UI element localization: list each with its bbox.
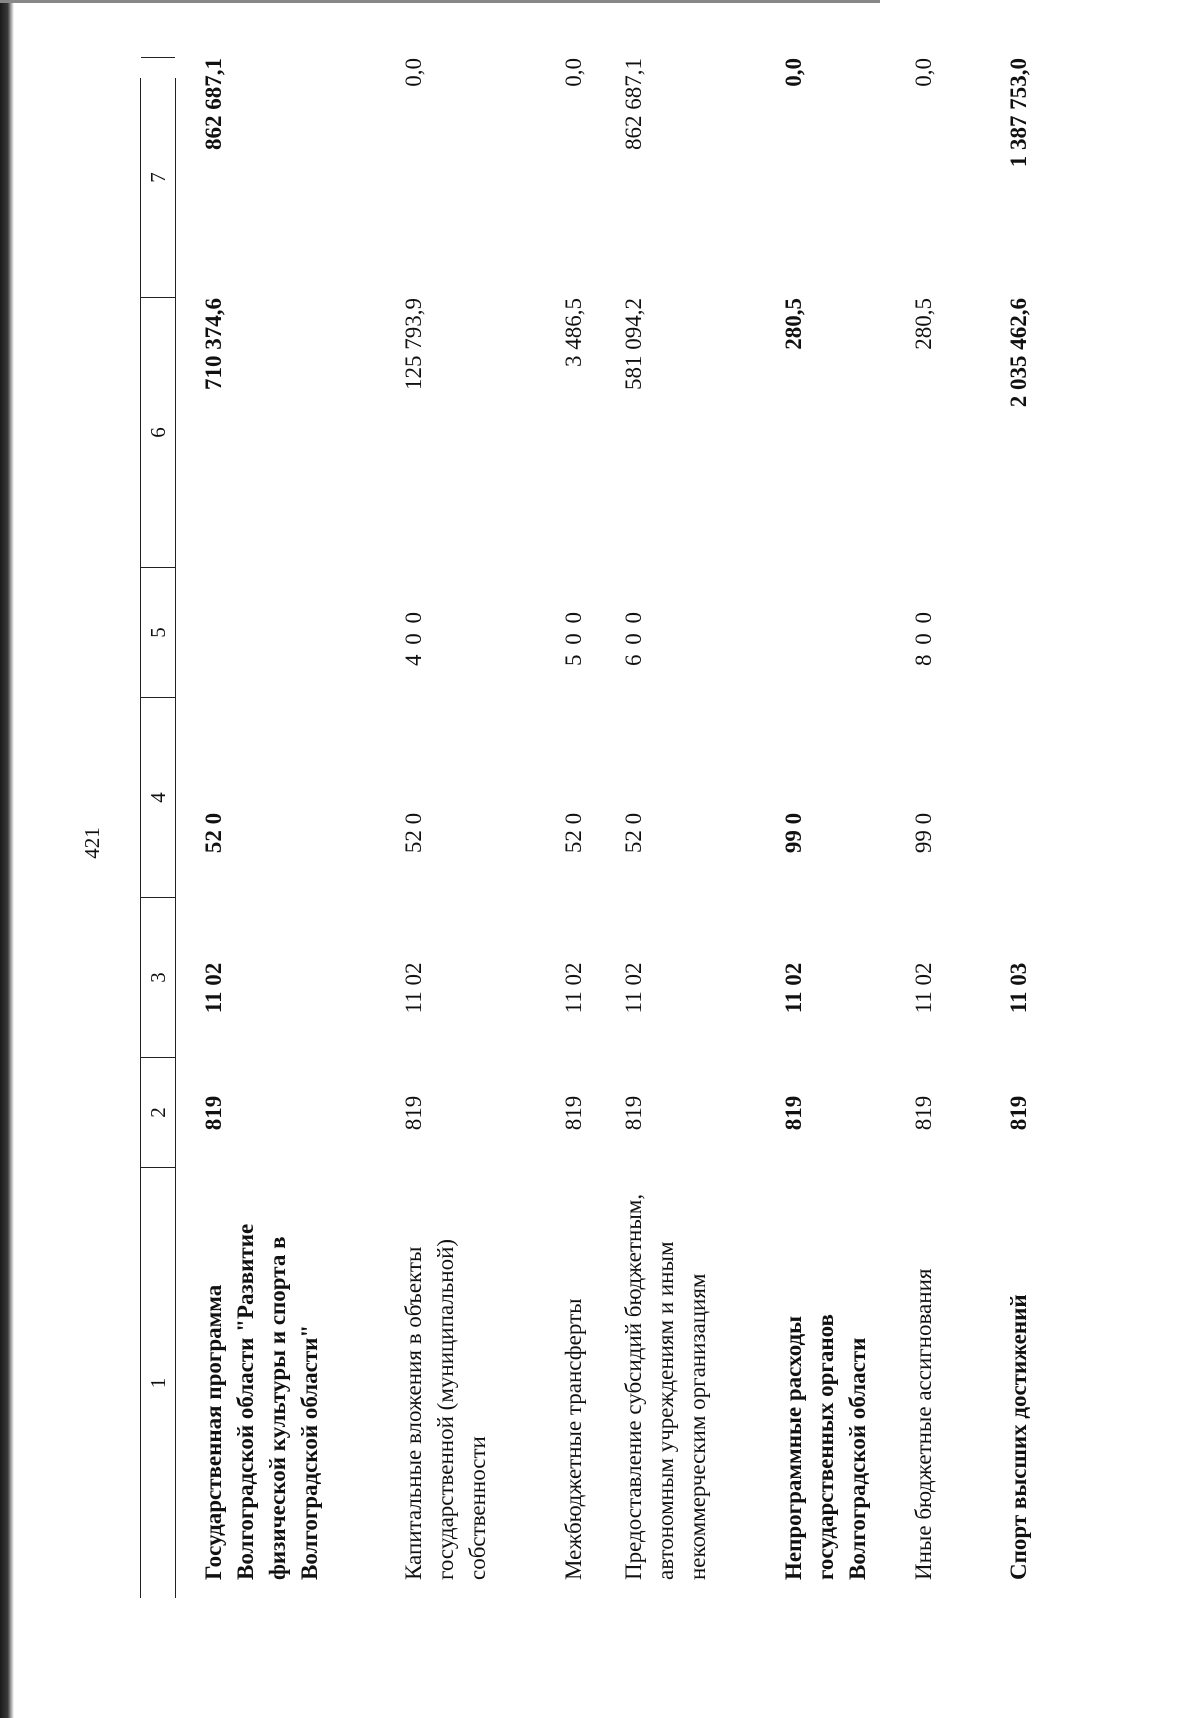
table-row (398, 58, 558, 1598)
header-col-4: 4 (141, 698, 175, 898)
budget-table (140, 58, 1043, 1598)
header-row (140, 78, 176, 1598)
row-rz: 11 02 (911, 962, 936, 1014)
table-row (198, 58, 398, 1598)
row-year2: 1 387 753,0 (1006, 58, 1031, 168)
row-vr: 4 0 0 (401, 610, 426, 666)
row-csr: 52 0 (621, 812, 646, 854)
row-rz: 11 02 (621, 962, 646, 1014)
row-rz: 11 02 (201, 962, 226, 1014)
row-year1: 125 793,9 (401, 298, 426, 390)
row-gr: 819 (1006, 1095, 1031, 1131)
row-csr: 99 0 (911, 812, 936, 854)
row-year3 (198, 0, 230, 68)
row-name: Иные бюджетные ассигнования (911, 1268, 936, 1580)
row-year3 (908, 0, 940, 68)
table-row (778, 58, 908, 1598)
row-vr: 8 0 0 (911, 610, 936, 666)
table-row (908, 58, 1003, 1598)
header-col-5: 5 (141, 568, 175, 698)
row-year2: 0,0 (911, 58, 936, 87)
row-gr: 819 (401, 1095, 426, 1131)
row-name: Спорт высших достижений (1006, 1294, 1031, 1580)
header-col-7: 7 (141, 58, 175, 298)
row-name: Межбюджетные трансферты (561, 1298, 586, 1580)
header-col-3: 3 (141, 898, 175, 1058)
row-year3 (618, 0, 650, 68)
row-vr: 5 0 0 (561, 610, 586, 666)
row-year2: 862 687,1 (621, 58, 646, 150)
header-col-1: 1 (146, 1377, 170, 1389)
row-gr: 819 (621, 1095, 646, 1131)
row-year1: 3 486,5 (561, 298, 586, 367)
row-gr: 819 (911, 1095, 936, 1131)
row-rz: 11 02 (561, 962, 586, 1014)
header-col-6: 6 (141, 298, 175, 568)
row-year2: 0,0 (561, 58, 586, 87)
row-year1: 280,5 (781, 298, 806, 350)
row-gr: 819 (561, 1095, 586, 1131)
table-row (558, 58, 618, 1598)
row-year1: 2 035 462,6 (1006, 298, 1031, 408)
table-row (618, 58, 778, 1598)
row-rz: 11 02 (401, 962, 426, 1014)
row-vr: 6 0 0 (621, 610, 646, 666)
header-col-8 (141, 0, 175, 58)
table-row (1003, 58, 1043, 1598)
row-year3 (778, 0, 810, 68)
row-csr: 52 0 (401, 812, 426, 854)
row-csr: 99 0 (781, 812, 806, 854)
row-year1: 581 094,2 (621, 298, 646, 390)
row-gr: 819 (201, 1095, 226, 1131)
row-name: Капитальные вложения в объекты государственной (муниципальной) собственности (401, 1238, 490, 1580)
row-name: Непрограммные расходы государственных органов Волгоградской области (781, 1314, 870, 1580)
row-name: Государственная программа Волгоградской области "Развитие физической культуры и спорта в Волгоградской области" (201, 1223, 322, 1580)
row-gr: 819 (781, 1095, 806, 1131)
row-name: Предоставление субсидий бюджетным, автономным учреждениям и иным некоммерческим организациям (621, 1193, 710, 1580)
row-rz: 11 02 (781, 962, 806, 1014)
row-year1: 280,5 (911, 298, 936, 350)
header-col-2: 2 (141, 1058, 175, 1168)
row-year2: 0,0 (781, 58, 806, 87)
row-year2: 862 687,1 (201, 58, 226, 150)
page-number: 421 (80, 827, 104, 859)
row-year1: 710 374,6 (201, 298, 226, 390)
row-year3 (398, 0, 430, 68)
row-csr: 52 0 (201, 812, 226, 854)
row-csr: 52 0 (561, 812, 586, 854)
row-year3 (1003, 0, 1035, 68)
row-rz: 11 03 (1006, 962, 1031, 1014)
row-year2: 0,0 (401, 58, 426, 87)
row-year3 (558, 0, 590, 68)
